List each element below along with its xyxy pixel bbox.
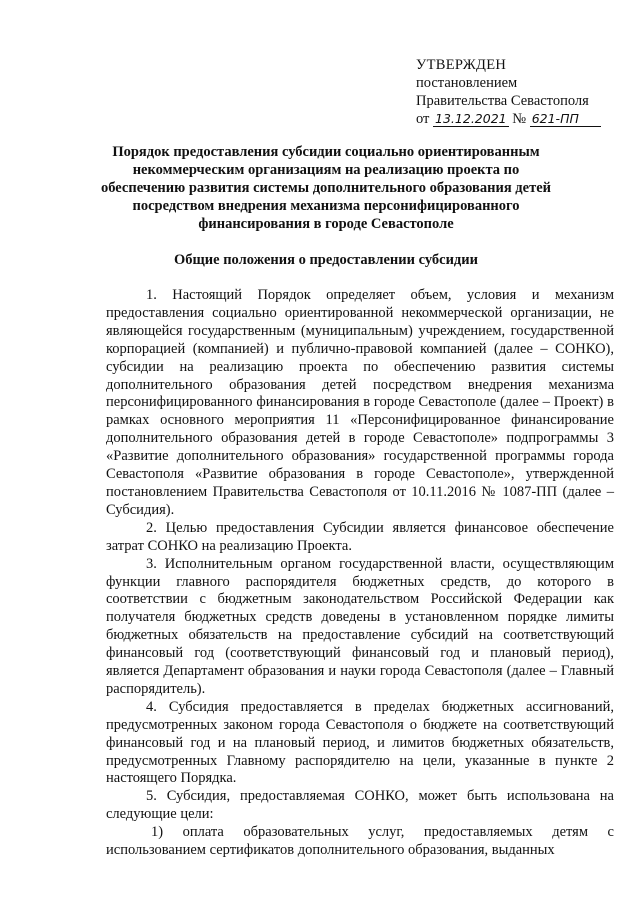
- date-prefix: от: [416, 111, 430, 127]
- paragraph-1: 1. Настоящий Порядок определяет объем, условия и механизм предоставления социально ориентированной некоммерческой организации, не являющейся государственным (муниципальным) учреждением, государственной корпорацией (компанией) и публично-правовой компанией (далее – СОНКО), субсидии на реализацию проекта по обеспечению развития системы дополнительного образования детей посредством внедрения механизма персонифицированного финансирования в городе Севастополе (далее – Проект) в рамках основного мероприятия 11 «Персонифицированное финансирование дополнительного образования детей в городе Севастополе» подпрограммы 3 «Развитие дополнительного образования» государственной программы города Севастополя «Развитие образования в городе Севастополе», утвержденной постановлением Правительства Севастополя от 10.11.2016 № 1087-ПП (далее – Субсидия).: [106, 287, 614, 518]
- approval-line-1: постановлением: [416, 75, 518, 91]
- approval-heading: УТВЕРЖДЕН: [416, 57, 507, 73]
- approval-stamp: [416, 56, 626, 128]
- paragraph-2: 2. Целью предоставления Субсидии является финансовое обеспечение затрат СОНКО на реализацию Проекта.: [106, 519, 614, 554]
- document-title: Порядок предоставления субсидии социально ориентированным некоммерческим организациям на реализацию проекта по обеспечению развития системы дополнительного образования детей посредством внедрения механизма персонифицированного финансирования в городе Севастополе: [101, 144, 551, 232]
- paragraph-4: 4. Субсидия предоставляется в пределах бюджетных ассигнований, предусмотренных законом города Севастополя о бюджете на соответствующий финансовый год и на плановый период, и лимитов бюджетных обязательств, предусмотренных Главному распорядителю на цели, указанные в пункте 2 настоящего Порядка.: [106, 698, 614, 787]
- section-heading: Общие положения о предоставлении субсидии: [174, 252, 478, 268]
- handwritten-date: 13.12.2021: [435, 111, 507, 126]
- handwritten-number: 621-ПП: [530, 112, 601, 127]
- paragraph-5-item-1: 1) оплата образовательных услуг, предоставляемых детям с использованием сертификатов дополнительного образования, выданных: [106, 824, 614, 859]
- approval-line-2: Правительства Севастополя: [416, 93, 589, 109]
- document-body: [106, 287, 614, 860]
- approval-date-line: [416, 110, 626, 128]
- paragraph-5: 5. Субсидия, предоставляемая СОНКО, может быть использована на следующие цели:: [106, 788, 614, 823]
- paragraph-3: 3. Исполнительным органом государственной власти, осуществляющим функции главного распорядителя бюджетных средств, до которого в соответствии с бюджетным законодательством Российской Федерации как получателя бюджетных средств доведены в установленном порядке лимиты бюджетных обязательств на предоставление субсидий на соответствующий финансовый год (соответствующий финансовый год и плановый период), является Департамент образования и науки города Севастополя (далее – Главный распорядитель).: [106, 555, 614, 697]
- number-prefix: №: [512, 111, 527, 127]
